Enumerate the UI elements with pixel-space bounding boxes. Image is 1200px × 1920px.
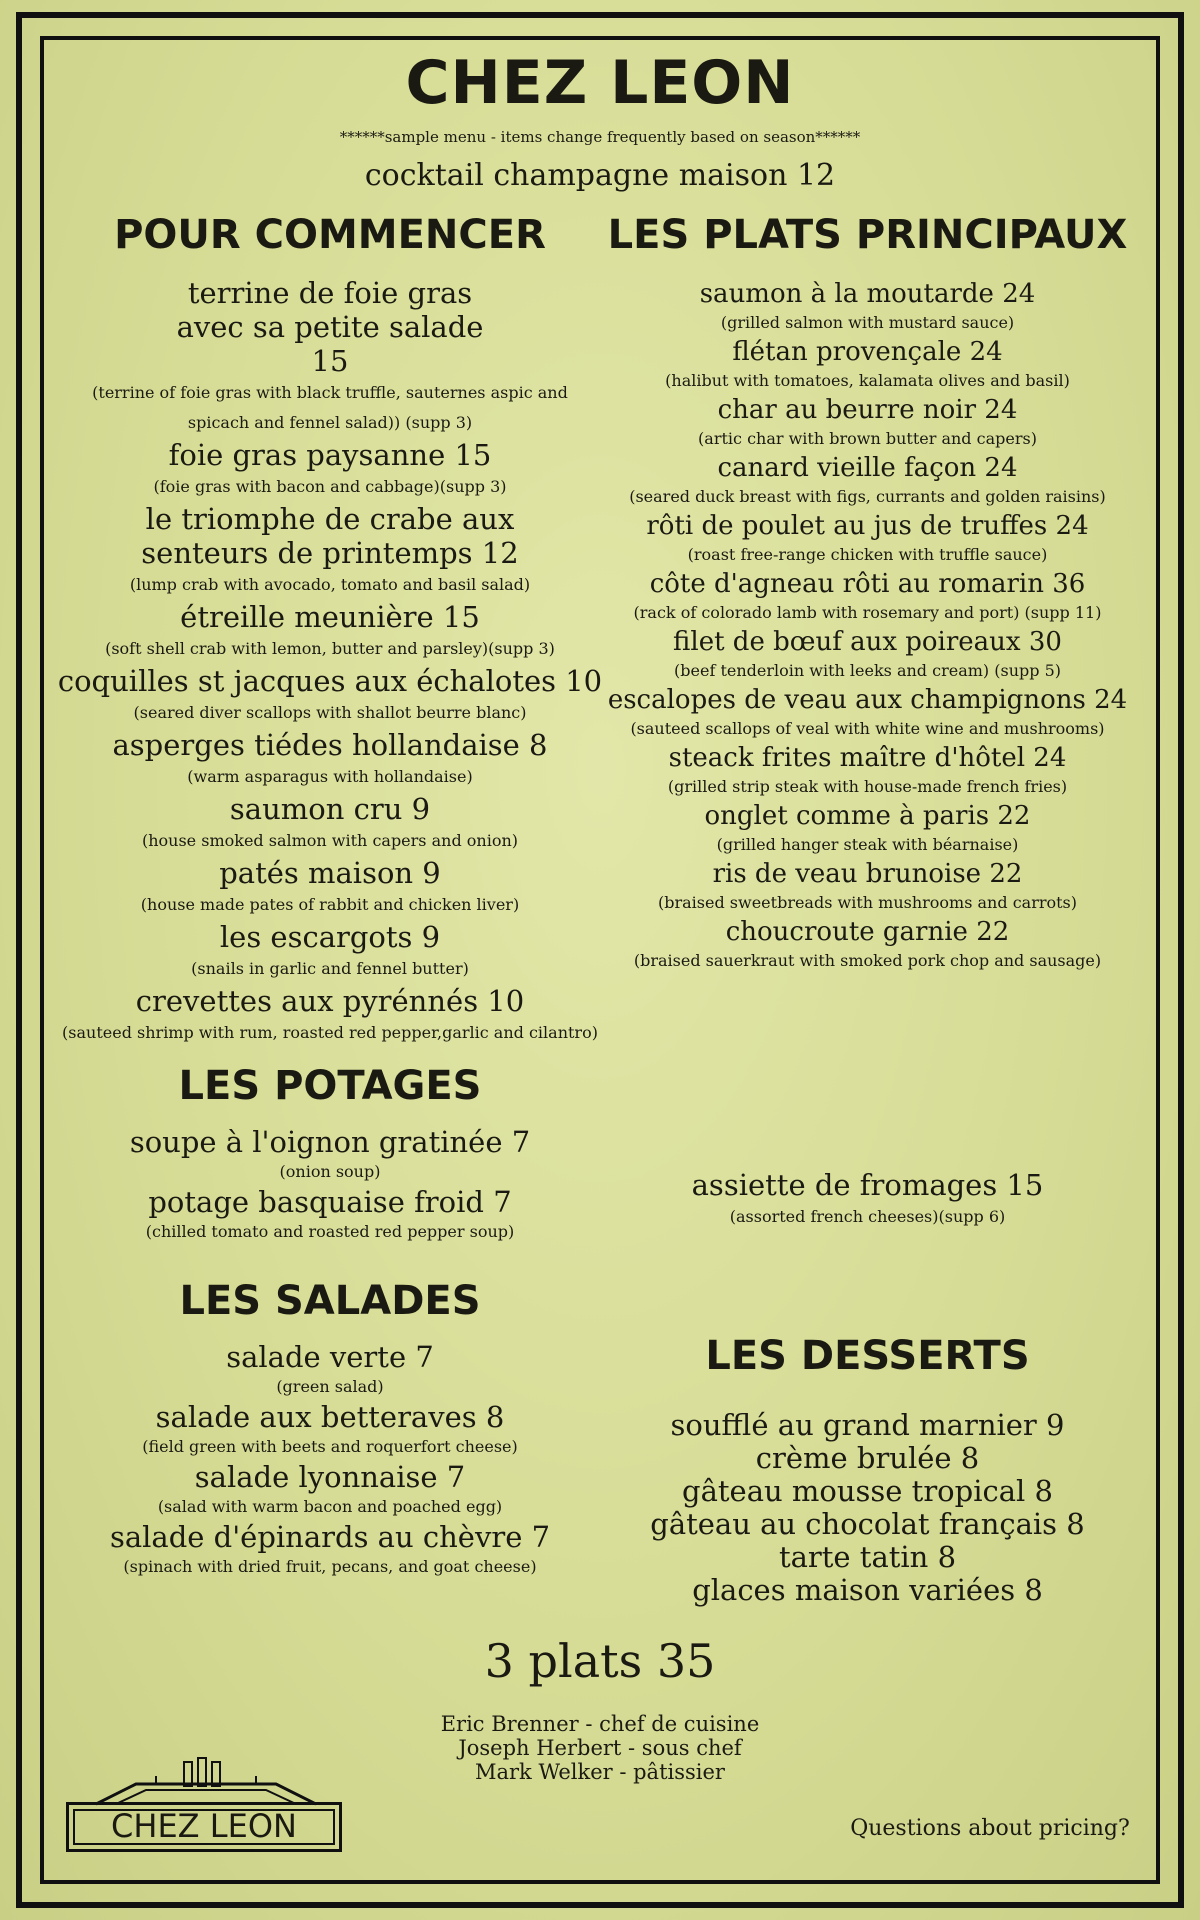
- item-name: assiette de fromages 15: [691, 1168, 1044, 1202]
- item-description: (soft shell crab with lemon, butter and parsley)(supp 3): [105, 639, 555, 658]
- item-name: les escargots 9: [219, 920, 441, 954]
- item-description: (grilled hanger steak with béarnaise): [716, 835, 1019, 854]
- item-name: saumon cru 9: [229, 792, 431, 826]
- menu-item: [585, 742, 1150, 800]
- item-description: (house made pates of rabbit and chicken liver): [140, 895, 520, 914]
- item-description: (field green with beets and roquerfort cheese): [142, 1437, 518, 1456]
- item-name: foie gras paysanne 15: [168, 438, 492, 472]
- pour-commencer-section: [40, 212, 620, 1048]
- item-description: (braised sauerkraut with smoked pork chop and sausage): [633, 951, 1102, 970]
- menu-item: [40, 920, 620, 984]
- item-description: (grilled strip steak with house-made french fries): [667, 777, 1068, 796]
- salades-heading: LES SALADES: [179, 1278, 481, 1324]
- item-description: (roast free-range chicken with truffle sauce): [687, 545, 1048, 564]
- item-name: filet de bœuf aux poireaux 30: [673, 627, 1062, 657]
- menu-item: [40, 984, 620, 1048]
- menu-item: [585, 1168, 1150, 1232]
- salades-section: [40, 1278, 620, 1580]
- chez-leon-logo: [66, 1754, 346, 1854]
- item-description: (halibut with tomatoes, kalamata olives and basil): [665, 371, 1070, 390]
- dessert-item: crème brulée 8: [755, 1441, 980, 1475]
- item-name: ris de veau brunoise 22: [712, 859, 1023, 889]
- item-name: escalopes de veau aux champignons 24: [607, 685, 1128, 715]
- item-name: choucroute garnie 22: [725, 917, 1010, 947]
- menu-item: [40, 664, 620, 728]
- menu-item: [40, 728, 620, 792]
- menu-item: [40, 1340, 620, 1400]
- menu-item: [40, 1520, 620, 1580]
- item-name: le triomphe de crabe aux senteurs de printemps 12: [141, 502, 519, 570]
- chef-line: Mark Welker - pâtissier: [475, 1760, 725, 1784]
- item-name: terrine de foie gras avec sa petite salade 15: [176, 276, 484, 378]
- menu-item: [40, 276, 620, 438]
- dessert-item: gâteau au chocolat français 8: [650, 1507, 1085, 1541]
- item-description: (lump crab with avocado, tomato and basil salad): [129, 575, 531, 594]
- item-name: salade d'épinards au chèvre 7: [109, 1520, 551, 1554]
- item-name: salade aux betteraves 8: [155, 1400, 505, 1434]
- item-description: (assorted french cheeses)(supp 6): [729, 1207, 1006, 1226]
- item-name: soupe à l'oignon gratinée 7: [129, 1125, 531, 1159]
- pour-commencer-heading: POUR COMMENCER: [114, 212, 546, 258]
- dessert-item: tarte tatin 8: [778, 1540, 957, 1574]
- item-name: rôti de poulet au jus de truffes 24: [646, 511, 1089, 541]
- item-description: (sauteed shrimp with rum, roasted red pepper,garlic and cilantro): [62, 1023, 598, 1042]
- restaurant-title: CHEZ LEON: [405, 48, 795, 118]
- item-description: (spinach with dried fruit, pecans, and goat cheese): [123, 1557, 537, 1576]
- item-description: (rack of colorado lamb with rosemary and port) (supp 11): [633, 603, 1102, 622]
- menu-item: [40, 792, 620, 856]
- item-description: (seared duck breast with figs, currants and golden raisins): [629, 487, 1106, 506]
- logo-text: CHEZ LEON: [111, 1807, 297, 1845]
- menu-item: [585, 916, 1150, 974]
- menu-item: [585, 684, 1150, 742]
- menu-item: [40, 1185, 620, 1245]
- desserts-heading: LES DESSERTS: [705, 1333, 1030, 1379]
- dessert-item: gâteau mousse tropical 8: [682, 1474, 1053, 1508]
- item-description: (beef tenderloin with leeks and cream) (supp 5): [674, 661, 1061, 680]
- dessert-item: glaces maison variées 8: [692, 1573, 1043, 1607]
- item-name: flétan provençale 24: [732, 337, 1003, 367]
- item-name: canard vieille façon 24: [717, 453, 1018, 483]
- item-name: saumon à la moutarde 24: [699, 279, 1036, 309]
- menu-item: [40, 1125, 620, 1185]
- sample-menu-note: ******sample menu - items change frequently based on season******: [339, 128, 861, 146]
- item-description: (green salad): [276, 1377, 384, 1396]
- chef-line: Joseph Herbert - sous chef: [458, 1736, 742, 1760]
- item-description: (salad with warm bacon and poached egg): [157, 1497, 503, 1516]
- menu-item: [585, 452, 1150, 510]
- item-name: crevettes aux pyrénnés 10: [135, 984, 525, 1018]
- chef-line: Eric Brenner - chef de cuisine: [440, 1712, 760, 1736]
- item-name: potage basquaise froid 7: [148, 1185, 512, 1219]
- plats-principaux-section: [585, 212, 1150, 974]
- menu-item: [585, 278, 1150, 336]
- menu-item: [585, 626, 1150, 684]
- art-deco-crown-icon: [96, 1754, 316, 1806]
- menu-item: [40, 438, 620, 502]
- item-description: (grilled salmon with mustard sauce): [720, 313, 1015, 332]
- menu-item: [40, 502, 620, 600]
- item-description: (onion soup): [279, 1162, 381, 1181]
- item-description: (artic char with brown butter and capers): [698, 429, 1037, 448]
- item-name: salade lyonnaise 7: [194, 1460, 466, 1494]
- item-name: char au beurre noir 24: [717, 395, 1018, 425]
- item-description: (warm asparagus with hollandaise): [187, 767, 473, 786]
- item-name: côte d'agneau rôti au romarin 36: [649, 569, 1086, 599]
- menu-item: [585, 394, 1150, 452]
- item-description: (terrine of foie gras with black truffle, sauternes aspic and spicach and fennel salad)) (supp 3): [92, 383, 568, 432]
- fromages-section: [585, 1168, 1150, 1232]
- menu-item: [585, 800, 1150, 858]
- item-description: (chilled tomato and roasted red pepper soup): [145, 1222, 515, 1241]
- item-description: (foie gras with bacon and cabbage)(supp 3): [153, 477, 507, 496]
- item-name: étreille meunière 15: [180, 600, 480, 634]
- menu-item: [585, 336, 1150, 394]
- item-name: salade verte 7: [226, 1340, 434, 1374]
- menu-item: [40, 1400, 620, 1460]
- item-description: (sauteed scallops of veal with white wine and mushrooms): [630, 719, 1105, 738]
- menu-item: [585, 510, 1150, 568]
- item-description: (house smoked salmon with capers and onion): [141, 831, 518, 850]
- item-description: (snails in garlic and fennel butter): [191, 959, 469, 978]
- menu-item: [585, 858, 1150, 916]
- prix-fixe: 3 plats 35: [484, 1634, 716, 1688]
- potages-section: [40, 1063, 620, 1245]
- item-description: (seared diver scallops with shallot beurre blanc): [133, 703, 527, 722]
- menu-item: [40, 600, 620, 664]
- cocktail-line: cocktail champagne maison 12: [364, 158, 836, 193]
- item-name: onglet comme à paris 22: [704, 801, 1031, 831]
- item-name: steack frites maître d'hôtel 24: [668, 743, 1067, 773]
- menu-item: [40, 856, 620, 920]
- item-description: (braised sweetbreads with mushrooms and carrots): [658, 893, 1077, 912]
- dessert-item: soufflé au grand marnier 9: [670, 1408, 1065, 1442]
- desserts-section: [585, 1333, 1150, 1607]
- pricing-question: Questions about pricing?: [850, 1816, 1130, 1841]
- item-name: coquilles st jacques aux échalotes 10: [57, 664, 603, 698]
- item-name: patés maison 9: [219, 856, 441, 890]
- menu-item: [40, 1460, 620, 1520]
- plats-principaux-heading: LES PLATS PRINCIPAUX: [607, 212, 1128, 258]
- potages-heading: LES POTAGES: [178, 1063, 482, 1109]
- menu-item: [585, 568, 1150, 626]
- item-name: asperges tiédes hollandaise 8: [112, 728, 548, 762]
